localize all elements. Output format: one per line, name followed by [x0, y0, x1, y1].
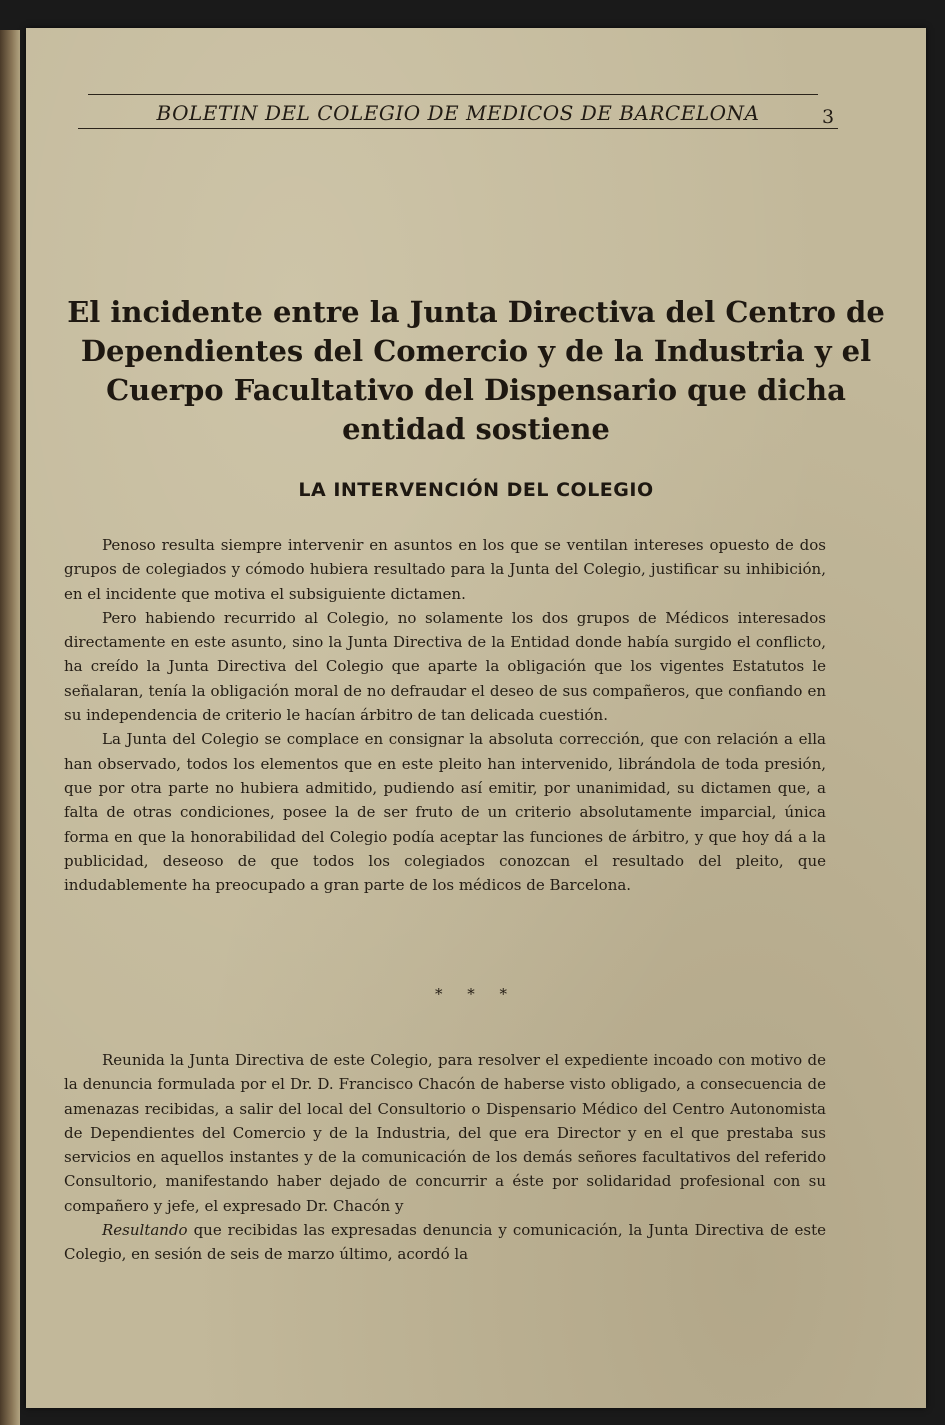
document-page — [26, 28, 926, 1408]
resultando-lead: Resultando — [102, 1221, 188, 1240]
section-separator: * * * — [434, 985, 518, 1003]
running-header-title: BOLETIN DEL COLEGIO DE MEDICOS DE BARCELONA — [156, 101, 760, 125]
paragraph: Pero habiendo recurrido al Colegio, no solamente los dos grupos de Médicos interesados directamente en este asunto, sino la Junta Directiva de la Entidad donde había surgido el conflicto, ha creído la Junta Directiva del Colegio que aparte la obligación que los vigentes Estatutos le señalaran, tenía la obligación moral de no defraudar el deseo de sus compañeros, que confiando en su independencia de criterio le hacían árbitro de tan delicada cuestión. — [64, 608, 826, 725]
header-rule-top — [88, 94, 818, 95]
resultando-text: que recibidas las expresadas denuncia y comunicación, la Junta Directiva de este Colegio, en sesión de seis de marzo último, acordó la — [64, 1221, 826, 1264]
book-spine-edge — [0, 30, 20, 1425]
paragraph: Reunida la Junta Directiva de este Colegio, para resolver el expediente incoado con motivo de la denuncia formulada por el Dr. D. Francisco Chacón de haberse visto obligado, a consecuencia de amenazas recibidas, a salir del local del Consultorio o Dispensario Médico del Centro Autonomista de Dependientes del Comercio y de la Industria, del que era Director y en el que prestaba sus servicios en aquellos instantes y de la comunicación de los demás señores facultativos del referido Consultorio, manifestando haber dejado de concurrir a éste por solidaridad profesional con su compañero y jefe, el expresado Dr. Chacón y — [64, 1051, 826, 1215]
paragraph: Penoso resulta siempre intervenir en asuntos en los que se ventilan intereses opuesto de dos grupos de colegiados y cómodo hubiera resultado para la Junta del Colegio, justificar su inhibición, en el incidente que motiva el subsiguiente dictamen. — [64, 536, 826, 603]
resolution-section — [64, 1048, 826, 1267]
page-number: 3 — [822, 106, 835, 128]
article-subtitle: LA INTERVENCIÓN DEL COLEGIO — [298, 479, 654, 501]
header-rule-bottom — [78, 128, 838, 129]
article-title: El incidente entre la Junta Directiva del Centro de Dependientes del Comercio y de la Industria y el Cuerpo Facultativo del Dispensario que dicha entidad sostiene — [67, 295, 885, 446]
intro-section — [64, 533, 826, 897]
paragraph-resultando — [64, 1218, 826, 1267]
paragraph: La Junta del Colegio se complace en consignar la absoluta corrección, que con relación a ella han observado, todos los elementos que en este pleito han intervenido, librándola de toda presión, que por otra parte no hubiera admitido, pudiendo así emitir, por unanimidad, su dictamen que, a falta de otras condiciones, posee la de ser fruto de un criterio absolutamente imparcial, única forma en que la honorabilidad del Colegio podía aceptar las funciones de árbitro, y que hoy dá a la publicidad, deseoso de que todos los colegiados conozcan el resultado del pleito, que indudablemente ha preocupado a gran parte de los médicos de Barcelona. — [64, 730, 826, 895]
